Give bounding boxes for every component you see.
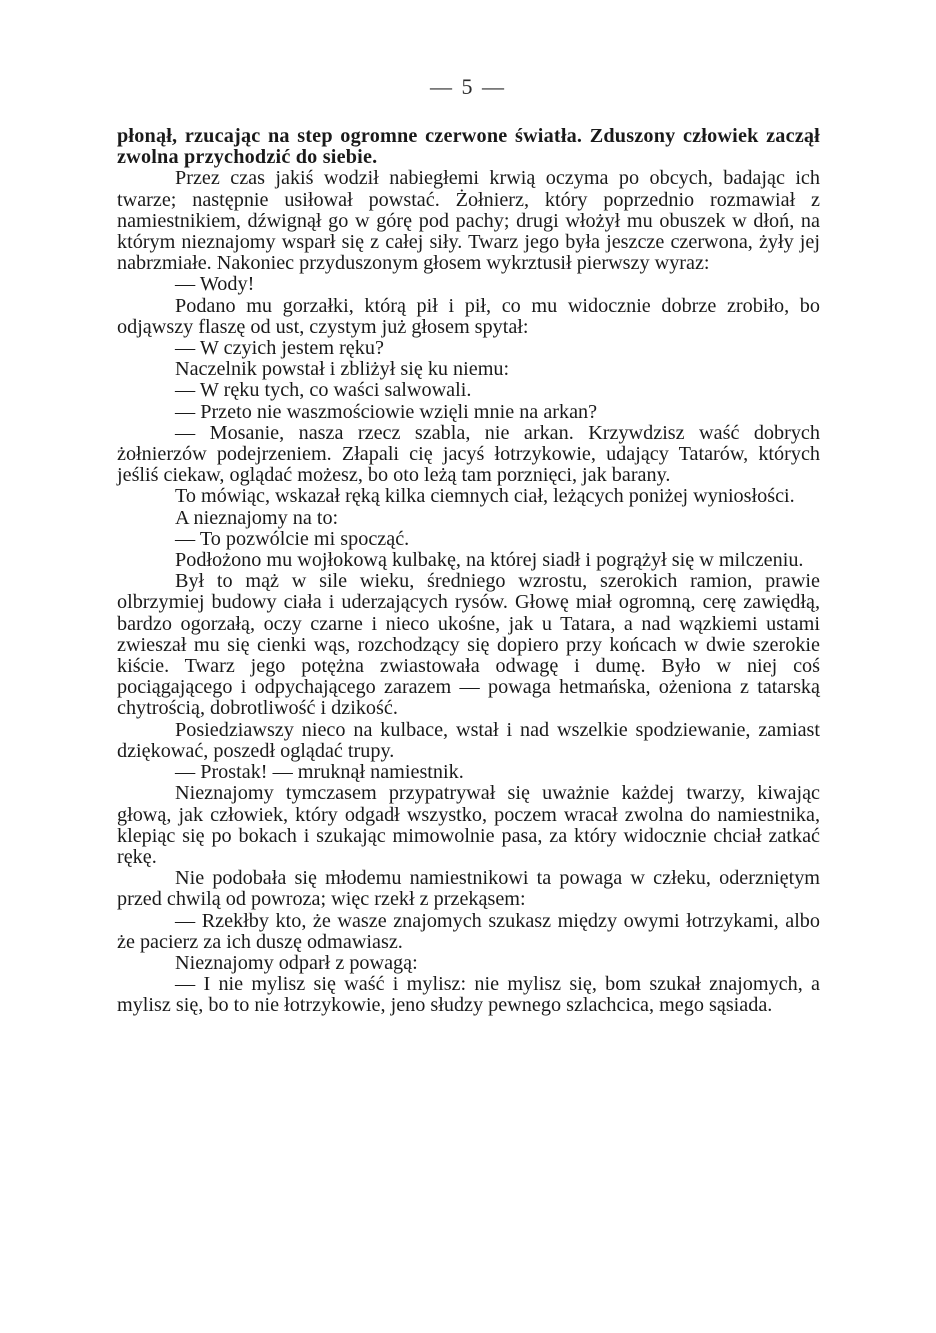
paragraph: To mówiąc, wskazał ręką kilka ciemnych ciał, leżących poniżej wyniosłości. — [175, 485, 795, 508]
paragraph: Posiedziawszy nieco na kulbace, wstał i nad wszelkie spodziewanie, zamiast dziękować, poszedł oglądać trupy. — [117, 718, 820, 762]
page-number: — 5 — — [430, 74, 506, 99]
paragraph: Był to mąż w sile wieku, średniego wzrostu, szerokich ramion, prawie olbrzymiej budowy ciała i uderzających rysów. Głowę miał ogromną, cerę zawiędłą, bardzo ogorzałą, oczy czarne i nieco ukośne, jak u Tatara, a nad wązkiemi ustami zwieszał mu się cienki wąs, rozchodzący się dopiero przy końcach w dwie szerokie kiście. Twarz jego potężna zwiastowała odwagę i dumę. Było w niej coś pociągającego i odpychającego zarazem — powaga hetmańska, ożeniona z tatarską chytrością, dobrotliwość i dzikość. — [117, 570, 820, 720]
paragraph: A nieznajomy na to: — [175, 506, 339, 529]
paragraph: Nie podobała się młodemu namiestnikowi ta powaga w człeku, oderzniętym przed chwilą od powroza; więc rzekł z przekąsem: — [117, 867, 820, 911]
paragraph: Naczelnik powstał i zbliżył się ku niemu: — [175, 358, 510, 381]
dialogue-line: — Prostak! — mruknął namiestnik. — [175, 761, 464, 784]
dialogue-line: — Mosanie, nasza rzecz szabla, nie arkan. Krzywdzisz waść dobrych żołnierzów podejrzeniem. Złapali cię jacyś łotrzykowie, udający Tatarów, których jeśliś ciekaw, oglądać możesz, bo oto leżą tam porznięci, jak barany. — [117, 421, 820, 487]
dialogue-line: — W ręku tych, co waści salwowali. — [175, 379, 472, 402]
dialogue-line: — W czyich jestem ręku? — [175, 337, 384, 360]
dialogue-line: — Wody! — [175, 273, 255, 296]
paragraph: Nieznajomy odparł z powagą: — [175, 951, 418, 974]
dialogue-line: — To pozwólcie mi spocząć. — [175, 527, 410, 550]
paragraph: Podłożono mu wojłokową kulbakę, na której siadł i pogrążył się w milczeniu. — [175, 549, 804, 572]
paragraph: Nieznajomy tymczasem przypatrywał się uważnie każdej twarzy, kiwając głową, jak człowiek, który odgadł wszystko, poczem wracał zwolna do namiestnika, klepiąc się po bokach i szukając mimowolnie pasa, za który widocznie chciał zatkać rękę. — [117, 782, 820, 868]
dialogue-line: — I nie mylisz się waść i mylisz: nie mylisz się, bom szukał znajomych, a mylisz się, bo to nie łotrzykowie, jeno słudzy pewnego szlachcica, mego sąsiada. — [117, 973, 820, 1017]
dialogue-line: — Przeto nie waszmościowie wzięli mnie na arkan? — [175, 400, 598, 423]
paragraph: Przez czas jakiś wodził nabiegłemi krwią oczyma po obcych, badając ich twarze; następnie usiłował powstać. Żołnierz, który poprzednio rozmawiał z namiestnikiem, dźwignął go w górę pod pachy; drugi włożył mu obuszek w dłoń, na którym nieznajomy wsparł się z całej siły. Twarz jego była jeszcze czerwona, żyły jej nabrzmiałe. Nakoniec przyduszonym głosem wykrztusił pierwszy wyraz: — [117, 167, 820, 275]
dialogue-line: — Rzekłby kto, że wasze znajomych szukasz między owymi łotrzykami, albo że pacierz za ich duszę odmawiasz. — [117, 909, 820, 953]
paragraph: Podano mu gorzałki, którą pił i pił, co mu widocznie dobrze zrobiło, bo odjąwszy flaszę od ust, czystym już głosem spytał: — [117, 294, 820, 338]
paragraph: płonął, rzucając na step ogromne czerwone światła. Zduszony człowiek zaczął zwolna przychodzić do siebie. — [117, 125, 820, 169]
body-text — [117, 126, 820, 1017]
